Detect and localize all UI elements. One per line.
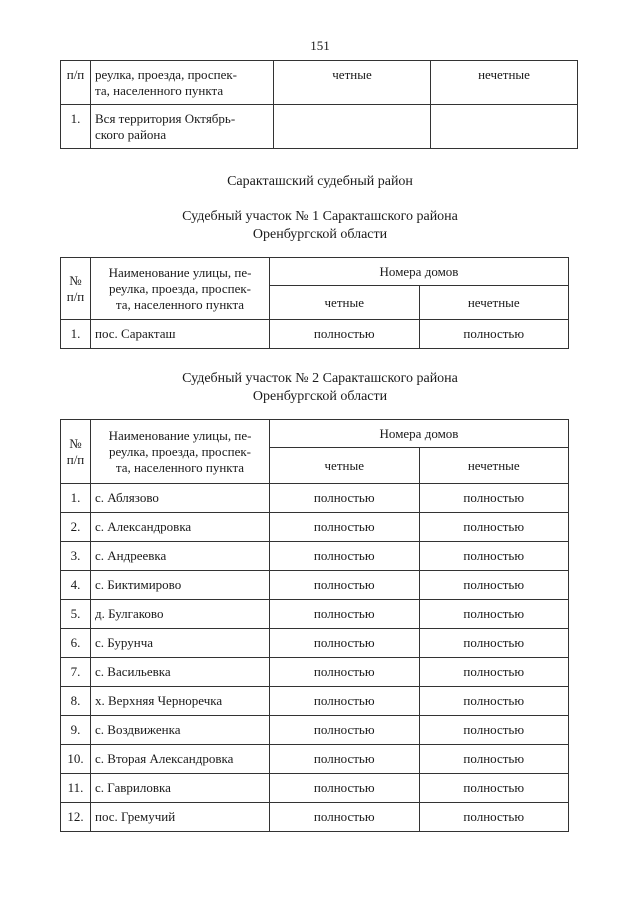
cell-name: с. Александровка: [91, 513, 270, 542]
cell-odd: полностью: [419, 484, 569, 513]
cell-odd: полностью: [419, 571, 569, 600]
table-section1: [60, 257, 569, 349]
header-even: четные: [270, 286, 420, 320]
table-row: [61, 513, 569, 542]
table-row: [61, 774, 569, 803]
header-name: реулка, проезда, проспек- та, населенного пункта: [91, 61, 274, 105]
cell-name: с. Воздвиженка: [91, 716, 270, 745]
cell-odd: полностью: [419, 658, 569, 687]
cell-odd: полностью: [419, 745, 569, 774]
cell-num: 4.: [61, 571, 91, 600]
header-name: Наименование улицы, пе- реулка, проезда, проспек- та, населенного пункта: [91, 258, 270, 320]
cell-name: с. Биктимирово: [91, 571, 270, 600]
cell-name: х. Верхняя Черноречка: [91, 687, 270, 716]
cell-odd: полностью: [419, 542, 569, 571]
cell-num: 12.: [61, 803, 91, 832]
cell-even: полностью: [270, 803, 420, 832]
header-even: четные: [270, 448, 420, 484]
district-title: Саракташский судебный район: [227, 174, 413, 189]
cell-num: 5.: [61, 600, 91, 629]
header-houses: Номера домов: [270, 420, 569, 448]
cell-name: пос. Гремучий: [91, 803, 270, 832]
table-continuation: [60, 60, 578, 149]
cell-name: с. Бурунча: [91, 629, 270, 658]
cell-odd: полностью: [419, 629, 569, 658]
section1-title: Судебный участок № 1 Саракташского района Оренбургской области: [182, 209, 458, 242]
table-row: [61, 484, 569, 513]
table-row: [61, 542, 569, 571]
header-name: Наименование улицы, пе- реулка, проезда, проспек- та, населенного пункта: [91, 420, 270, 484]
cell-odd: полностью: [419, 687, 569, 716]
table-row: [61, 629, 569, 658]
cell-even: полностью: [270, 600, 420, 629]
cell-even: полностью: [270, 542, 420, 571]
cell-name: д. Булгаково: [91, 600, 270, 629]
cell-num: 9.: [61, 716, 91, 745]
table-row: [61, 571, 569, 600]
header-num: № п/п: [61, 258, 91, 320]
table-row: [61, 658, 569, 687]
header-odd: нечетные: [419, 286, 569, 320]
table-row: 1. пос. Саракташ полностью полностью: [61, 320, 569, 349]
cell-even: полностью: [270, 774, 420, 803]
cell-even: полностью: [270, 745, 420, 774]
header-odd: нечетные: [431, 61, 578, 105]
cell-even: полностью: [270, 484, 420, 513]
cell-num: 1.: [61, 484, 91, 513]
section2-title: Судебный участок № 2 Саракташского района Оренбургской области: [182, 371, 458, 404]
cell-even: полностью: [270, 716, 420, 745]
cell-odd: полностью: [419, 600, 569, 629]
cell-name: с. Васильевка: [91, 658, 270, 687]
cell-num: 6.: [61, 629, 91, 658]
table-row: [61, 600, 569, 629]
cell-num: 8.: [61, 687, 91, 716]
table-row: [61, 716, 569, 745]
header-houses: Номера домов: [270, 258, 569, 286]
cell-name: с. Гавриловка: [91, 774, 270, 803]
cell-num: 2.: [61, 513, 91, 542]
table-row: 1. Вся территория Октябрь- ского района: [61, 105, 578, 149]
cell-num: 10.: [61, 745, 91, 774]
cell-odd: полностью: [419, 803, 569, 832]
header-num: № п/п: [61, 420, 91, 484]
cell-name: с. Андреевка: [91, 542, 270, 571]
cell-num: 7.: [61, 658, 91, 687]
cell-name: с. Аблязово: [91, 484, 270, 513]
cell-even: полностью: [270, 658, 420, 687]
cell-name: с. Вторая Александровка: [91, 745, 270, 774]
cell-num: 11.: [61, 774, 91, 803]
header-odd: нечетные: [419, 448, 569, 484]
cell-even: полностью: [270, 687, 420, 716]
cell-odd: полностью: [419, 513, 569, 542]
table-row: [61, 745, 569, 774]
cell-odd: полностью: [419, 774, 569, 803]
cell-even: полностью: [270, 629, 420, 658]
table-row: [61, 687, 569, 716]
cell-odd: полностью: [419, 716, 569, 745]
table-section2: [60, 419, 569, 832]
cell-num: 3.: [61, 542, 91, 571]
cell-even: полностью: [270, 571, 420, 600]
cell-even: полностью: [270, 513, 420, 542]
page-number: 151: [310, 38, 330, 53]
header-num: п/п: [61, 61, 91, 105]
header-even: четные: [274, 61, 431, 105]
table-row: [61, 803, 569, 832]
